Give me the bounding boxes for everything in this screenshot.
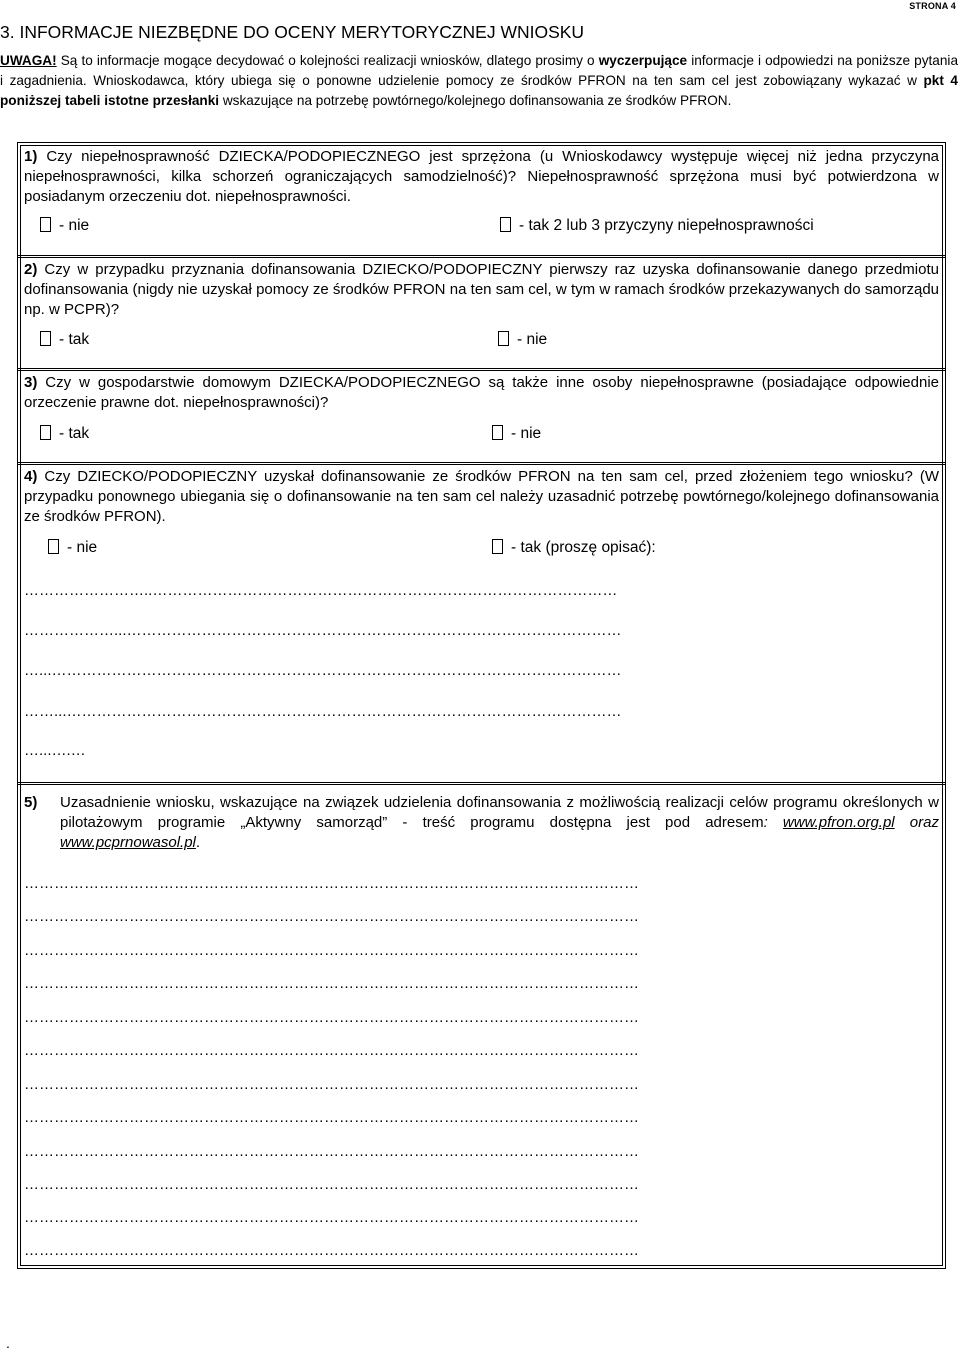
q2-option-tak[interactable] xyxy=(40,330,89,350)
notice-text-2: informacje i odpowiedzi na poniższe pytania i zagadnienia. Wnioskodawca, który ubiega się o ponowne udzielenie pomocy ze środków PFRON na ten sam cel jest zobowiązany wykazać w xyxy=(0,53,959,88)
q1-option-nie-label: - nie xyxy=(59,217,90,234)
question-1-number: 1) xyxy=(24,148,38,165)
notice-label: UWAGA! xyxy=(0,53,57,68)
q3-option-nie[interactable] xyxy=(492,424,541,444)
pfron-link[interactable]: www.pfron.org.pl xyxy=(782,814,895,831)
question-2-text: Czy w przypadku przyznania dofinansowania DZIECKO/PODOPIECZNY pierwszy raz uzyska dofinansowanie danego przedmiotu dofinansowania (nigdy nie uzyskał pomocy ze środków PFRON na ten sam cel, w tym w ramach środków przekazywanych do samorządu np. w PCPR)? xyxy=(24,261,939,318)
q5-answer-line[interactable]: …………………………………………………………………………………………………………… xyxy=(24,1010,639,1026)
q2-option-nie[interactable] xyxy=(498,330,547,350)
q5-answer-line[interactable]: …………………………………………………………………………………………………………… xyxy=(24,1110,639,1126)
question-3-number: 3) xyxy=(24,374,38,391)
checkbox-icon[interactable] xyxy=(48,539,59,554)
question-5-connector: oraz xyxy=(894,814,939,831)
divider xyxy=(18,368,945,369)
q5-answer-line[interactable]: …………………………………………………………………………………………………………… xyxy=(24,1144,639,1160)
checkbox-icon[interactable] xyxy=(500,217,511,232)
q5-answer-line[interactable]: …………………………………………………………………………………………………………… xyxy=(24,976,639,992)
section-title: 3. INFORMACJE NIEZBĘDNE DO OCENY MERYTORYCZNEJ WNIOSKU xyxy=(0,22,585,42)
q5-answer-line[interactable]: …………………………………………………………………………………………………………… xyxy=(24,876,639,892)
q1-option-tak[interactable] xyxy=(500,216,814,236)
q4-answer-line[interactable]: …...….… xyxy=(24,743,86,759)
checkbox-icon[interactable] xyxy=(492,539,503,554)
page-number: STRONA 4 xyxy=(909,1,956,11)
q4-answer-line[interactable]: ……………………..………………………………………………………………………………… xyxy=(24,583,618,599)
q1-option-nie[interactable] xyxy=(40,216,89,236)
q5-answer-line[interactable]: …………………………………………………………………………………………………………… xyxy=(24,943,639,959)
q4-option-nie-label: - nie xyxy=(67,539,98,556)
question-3-text: Czy w gospodarstwie domowym DZIECKA/PODOPIECZNEGO są także inne osoby niepełnosprawne (posiadające odpowiednie orzeczenie prawne dot. niepełnosprawności)? xyxy=(24,374,939,411)
question-2 xyxy=(24,260,939,320)
checkbox-icon[interactable] xyxy=(40,425,51,440)
checkbox-icon[interactable] xyxy=(40,331,51,346)
checkbox-icon[interactable] xyxy=(40,217,51,232)
q4-answer-line[interactable]: ……...………………………………………………………………………………………………… xyxy=(24,704,622,720)
q4-answer-line[interactable]: …...…………………………………………………………………………………………………… xyxy=(24,663,622,679)
q5-answer-line[interactable]: …………………………………………………………………………………………………………… xyxy=(24,1210,639,1226)
q5-answer-line[interactable]: …………………………………………………………………………………………………………… xyxy=(24,1177,639,1193)
question-1 xyxy=(24,147,939,207)
q4-answer-line[interactable]: ………………...……………………………………………………………………………………… xyxy=(24,623,622,639)
question-2-number: 2) xyxy=(24,261,38,278)
notice-text-1: Są to informacje mogące decydować o kolejności realizacji wniosków, dlatego prosimy o xyxy=(56,53,599,68)
q4-option-tak-label: - tak (proszę opisać): xyxy=(511,539,656,556)
footer-mark: . xyxy=(6,1335,10,1351)
q3-option-tak[interactable] xyxy=(40,424,89,444)
notice-paragraph xyxy=(0,51,958,111)
q4-option-nie[interactable] xyxy=(48,538,97,558)
notice-bold-2: pkt 4 poniższej tabeli istotne przesłanki xyxy=(0,73,958,108)
question-4-number: 4) xyxy=(24,468,38,485)
divider xyxy=(18,782,945,783)
question-5-text xyxy=(60,793,939,853)
q5-answer-line[interactable]: …………………………………………………………………………………………………………… xyxy=(24,1243,639,1259)
notice-text-3: wskazujące na potrzebę powtórnego/kolejnego dofinansowania ze środków PFRON. xyxy=(219,93,732,108)
divider xyxy=(18,462,945,463)
question-5-colon: : xyxy=(763,814,783,831)
questions-table xyxy=(17,142,946,1269)
question-5-number: 5) xyxy=(24,794,38,811)
checkbox-icon[interactable] xyxy=(498,331,509,346)
pcpr-link[interactable]: www.pcprnowasol.pl xyxy=(60,834,196,851)
q5-answer-line[interactable]: …………………………………………………………………………………………………………… xyxy=(24,1077,639,1093)
q3-option-nie-label: - nie xyxy=(511,425,542,442)
divider xyxy=(18,255,945,256)
question-4-text: Czy DZIECKO/PODOPIECZNY uzyskał dofinansowanie ze środków PFRON na ten sam cel, przed złożeniem tego wniosku? (W przypadku ponownego ubiegania się o dofinansowanie na ten sam cel należy uzasadnić potrzebę powtórnego/kolejnego dofinansowania ze środków PFRON). xyxy=(24,468,939,525)
q2-option-nie-label: - nie xyxy=(517,331,548,348)
question-5-end: . xyxy=(195,834,201,851)
checkbox-icon[interactable] xyxy=(492,425,503,440)
q1-option-tak-label: - tak 2 lub 3 przyczyny niepełnosprawności xyxy=(519,217,814,234)
notice-bold-1: wyczerpujące xyxy=(598,53,688,68)
question-5-text-body: Uzasadnienie wniosku, wskazujące na związek udzielenia dofinansowania z możliwością realizacji celów programu określonych w pilotażowym programie „Aktywny samorząd” - treść programu dostępna jest pod adresem xyxy=(60,794,939,831)
question-5 xyxy=(24,793,939,853)
q5-answer-line[interactable]: …………………………………………………………………………………………………………… xyxy=(24,909,639,925)
q2-option-tak-label: - tak xyxy=(59,331,90,348)
q3-option-tak-label: - tak xyxy=(59,425,90,442)
q5-answer-line[interactable]: …………………………………………………………………………………………………………… xyxy=(24,1043,639,1059)
question-4 xyxy=(24,467,939,527)
question-1-text: Czy niepełnosprawność DZIECKA/PODOPIECZNEGO jest sprzężona (u Wnioskodawcy występuje więcej niż jedna przyczyna niepełnosprawności, kilka schorzeń ograniczających samodzielność)? Niepełnosprawność sprzężona musi być potwierdzona w posiadanym orzeczeniu dot. niepełnosprawności. xyxy=(24,148,939,205)
q4-option-tak[interactable] xyxy=(492,538,656,558)
question-3 xyxy=(24,373,939,413)
